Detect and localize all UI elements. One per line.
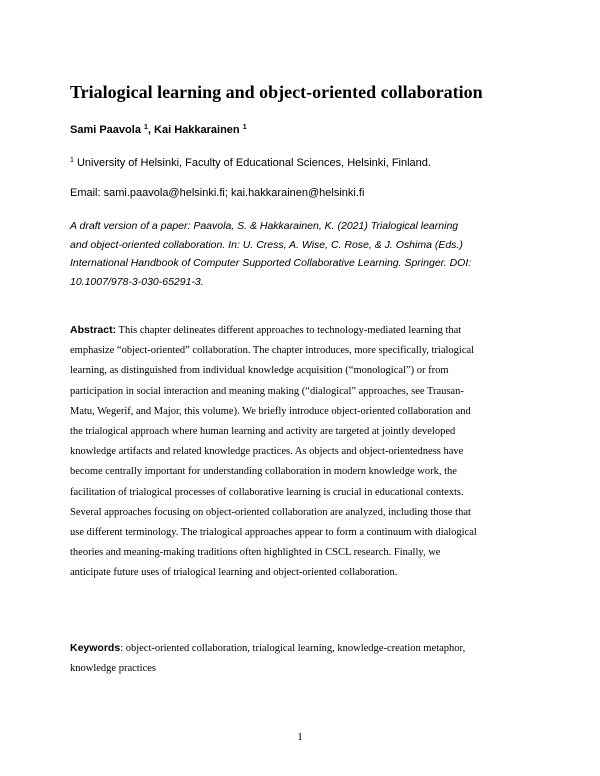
draft-note-line: and object-oriented collaboration. In: U. Cress, A. Wise, C. Rose, & J. Oshima (Eds.) — [70, 238, 463, 251]
abstract-first-line-text: This chapter delineates different approaches to technology-mediated learning that — [116, 325, 462, 336]
abstract-line: use different terminology. The trialogical approaches appear to form a continuum with dialogical — [70, 527, 477, 539]
author-separator: , — [147, 124, 155, 136]
abstract-line: Matu, Wegerif, and Major, this volume). We briefly introduce object-oriented collaboration and — [70, 405, 471, 417]
author-name: Kai Hakkarainen — [154, 124, 240, 136]
affiliation-marker: 1 — [242, 124, 247, 131]
affiliation-marker: 1 — [70, 157, 74, 164]
keywords-list: : object-oriented collaboration, trialogical learning, knowledge-creation metaphor, — [120, 643, 466, 654]
abstract-line: Several approaches focusing on object-oriented collaboration are analyzed, including those that — [70, 506, 471, 518]
keywords-label: Keywords — [70, 642, 121, 654]
affiliation — [70, 155, 431, 171]
author-list — [70, 122, 247, 138]
draft-citation-note — [70, 217, 530, 291]
affiliation-marker: 1 — [144, 124, 148, 131]
abstract-line: facilitation of trialogical processes of collaborative learning is crucial in educational contexts. — [70, 486, 464, 498]
affiliation-text: University of Helsinki, Faculty of Educational Sciences, Helsinki, Finland. — [76, 157, 431, 169]
abstract-line: the trialogical approach where human learning and activity are targeted at jointly developed — [70, 426, 456, 438]
abstract-line: learning, as distinguished from individual knowledge acquisition (“monological”) or from — [70, 365, 449, 377]
abstract-line: theories and meaning-making traditions often highlighted in CSCL research. Finally, we — [70, 547, 441, 559]
abstract-line — [70, 320, 532, 341]
author-name: Sami Paavola — [70, 124, 141, 136]
keywords — [70, 638, 532, 679]
abstract-line: knowledge artifacts and related knowledge practices. As objects and object-orientedness have — [70, 446, 464, 458]
keywords-line: knowledge practices — [70, 663, 157, 674]
page-number: 1 — [297, 731, 303, 743]
abstract-line: anticipate future uses of trialogical learning and object-oriented collaboration. — [70, 567, 398, 579]
draft-note-line: International Handbook of Computer Supported Collaborative Learning. Springer. DOI: — [70, 257, 472, 269]
abstract-line: emphasize “object-oriented” collaboration. The chapter introduces, more specifically, trialogical — [70, 345, 475, 357]
abstract-line: participation in social interaction and meaning making (“dialogical” approaches, see Trausan- — [70, 385, 464, 397]
contact-email: Email: sami.paavola@helsinki.fi; kai.hakkarainen@helsinki.fi — [70, 187, 365, 199]
paper-title: Trialogical learning and object-oriented collaboration — [70, 82, 483, 102]
draft-note-line: 10.1007/978-3-030-65291-3. — [70, 275, 204, 288]
keywords-line — [70, 638, 532, 659]
abstract — [70, 320, 532, 584]
abstract-label: Abstract: — [70, 324, 117, 336]
draft-note-line: A draft version of a paper: Paavola, S. & Hakkarainen, K. (2021) Trialogical learning — [70, 220, 459, 232]
abstract-line: become centrally important for understanding collaboration in modern knowledge work, the — [70, 466, 457, 478]
